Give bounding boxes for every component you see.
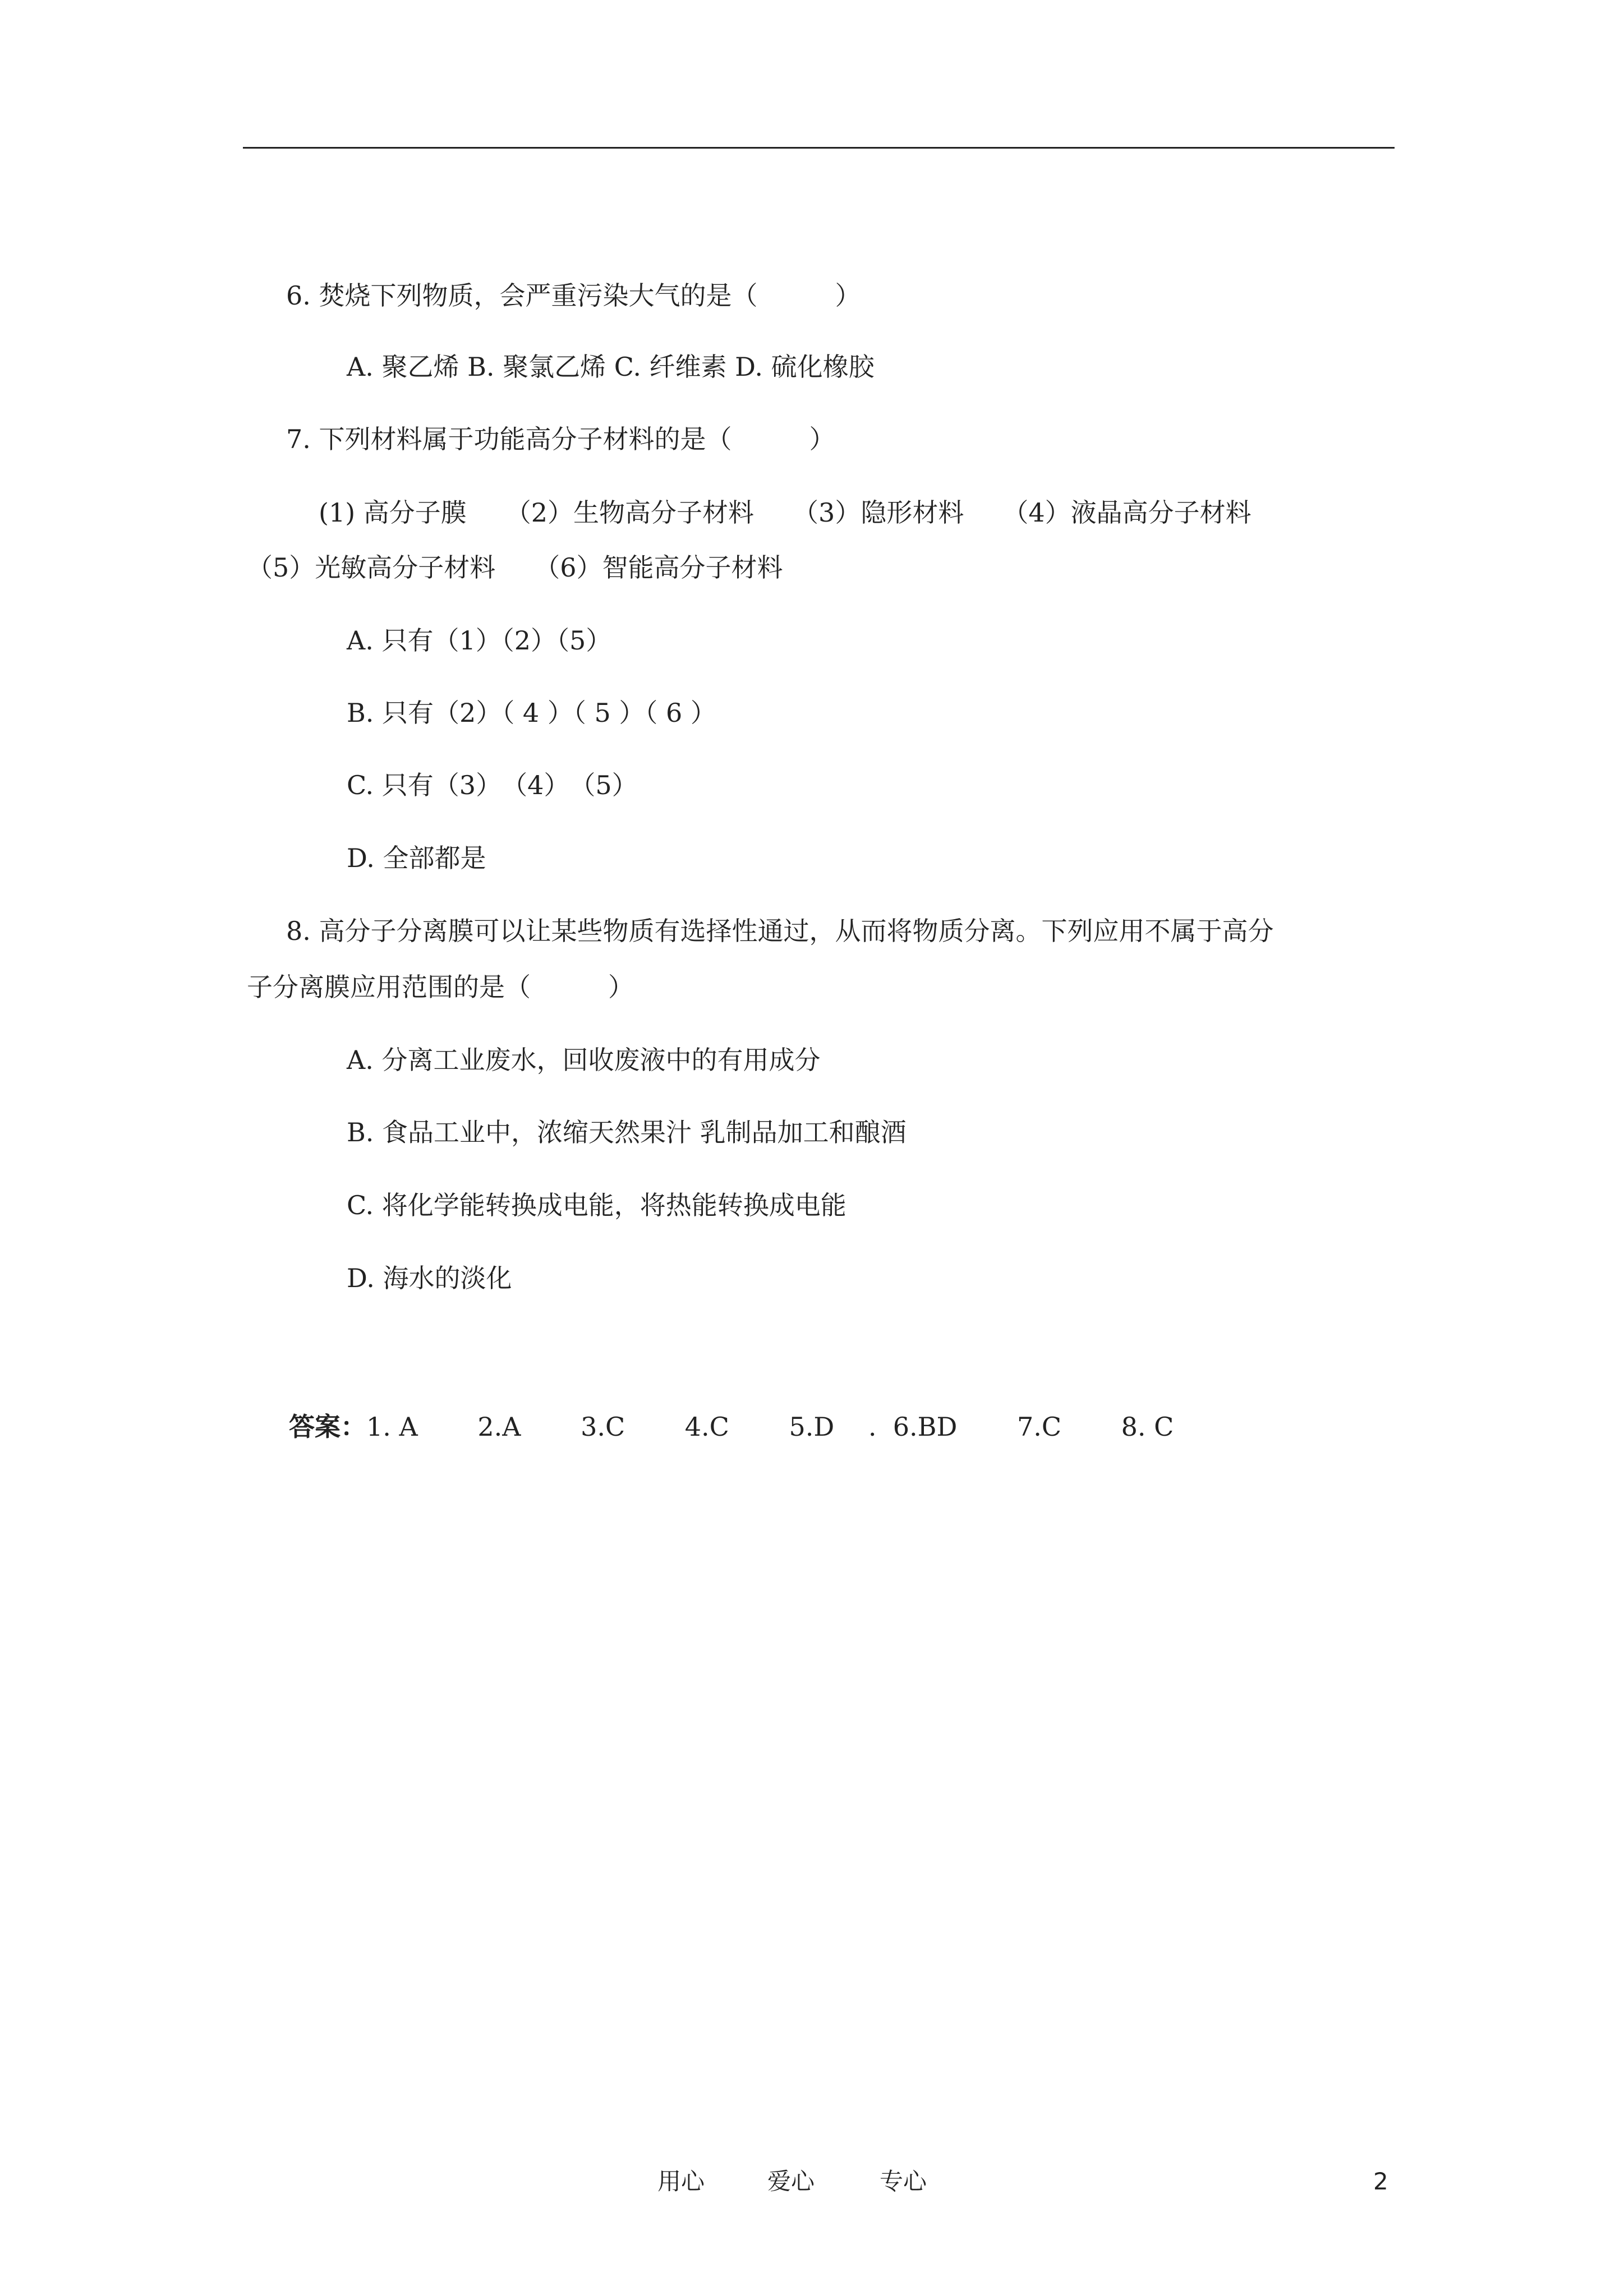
question-7-option-b: B. 只有（2）（ 4 ）（ 5 ）（ 6 ）	[347, 698, 716, 728]
question-6-stem: 6. 焚烧下列物质，会严重污染大气的是（ ）	[286, 280, 861, 311]
question-7-option-d: D. 全部都是	[347, 843, 486, 873]
question-7-option-c: C. 只有（3） （4） （5）	[347, 770, 638, 800]
footer-motto-3: 专心	[880, 2168, 927, 2195]
question-6-options: A. 聚乙烯 B. 聚氯乙烯 C. 纤维素 D. 硫化橡胶	[347, 352, 875, 382]
question-8-stem-line2: 子分离膜应用范围的是（ ）	[247, 972, 634, 1002]
question-7-stem: 7. 下列材料属于功能高分子材料的是（ ）	[286, 424, 835, 454]
question-8-option-d: D. 海水的淡化	[347, 1263, 512, 1293]
answer-label: 答案：	[289, 1412, 366, 1442]
question-7-items-line1: (1) 高分子膜 （2）生物高分子材料 （3）隐形材料 （4）液晶高分子材料	[319, 497, 1252, 528]
answer-text: 1. A 2.A 3.C 4.C 5.D . 6.BD 7.C 8. C	[366, 1412, 1174, 1442]
question-8-option-c: C. 将化学能转换成电能，将热能转换成电能	[347, 1190, 846, 1220]
header-rule	[243, 147, 1395, 149]
question-7-option-a: A. 只有（1）（2）（5）	[347, 625, 612, 656]
footer-motto-1: 用心	[657, 2168, 705, 2195]
question-7-items-line2: （5）光敏高分子材料 （6）智能高分子材料	[247, 552, 783, 583]
page-number: 2	[1373, 2168, 1388, 2195]
footer-motto-2: 爱心	[767, 2168, 815, 2195]
question-8-stem-line1: 8. 高分子分离膜可以让某些物质有选择性通过，从而将物质分离。下列应用不属于高分	[286, 916, 1274, 946]
answer-key	[289, 1410, 1174, 1444]
question-8-option-b: B. 食品工业中，浓缩天然果汁 乳制品加工和酿酒	[347, 1117, 907, 1147]
question-8-option-a: A. 分离工业废水，回收废液中的有用成分	[347, 1045, 821, 1075]
